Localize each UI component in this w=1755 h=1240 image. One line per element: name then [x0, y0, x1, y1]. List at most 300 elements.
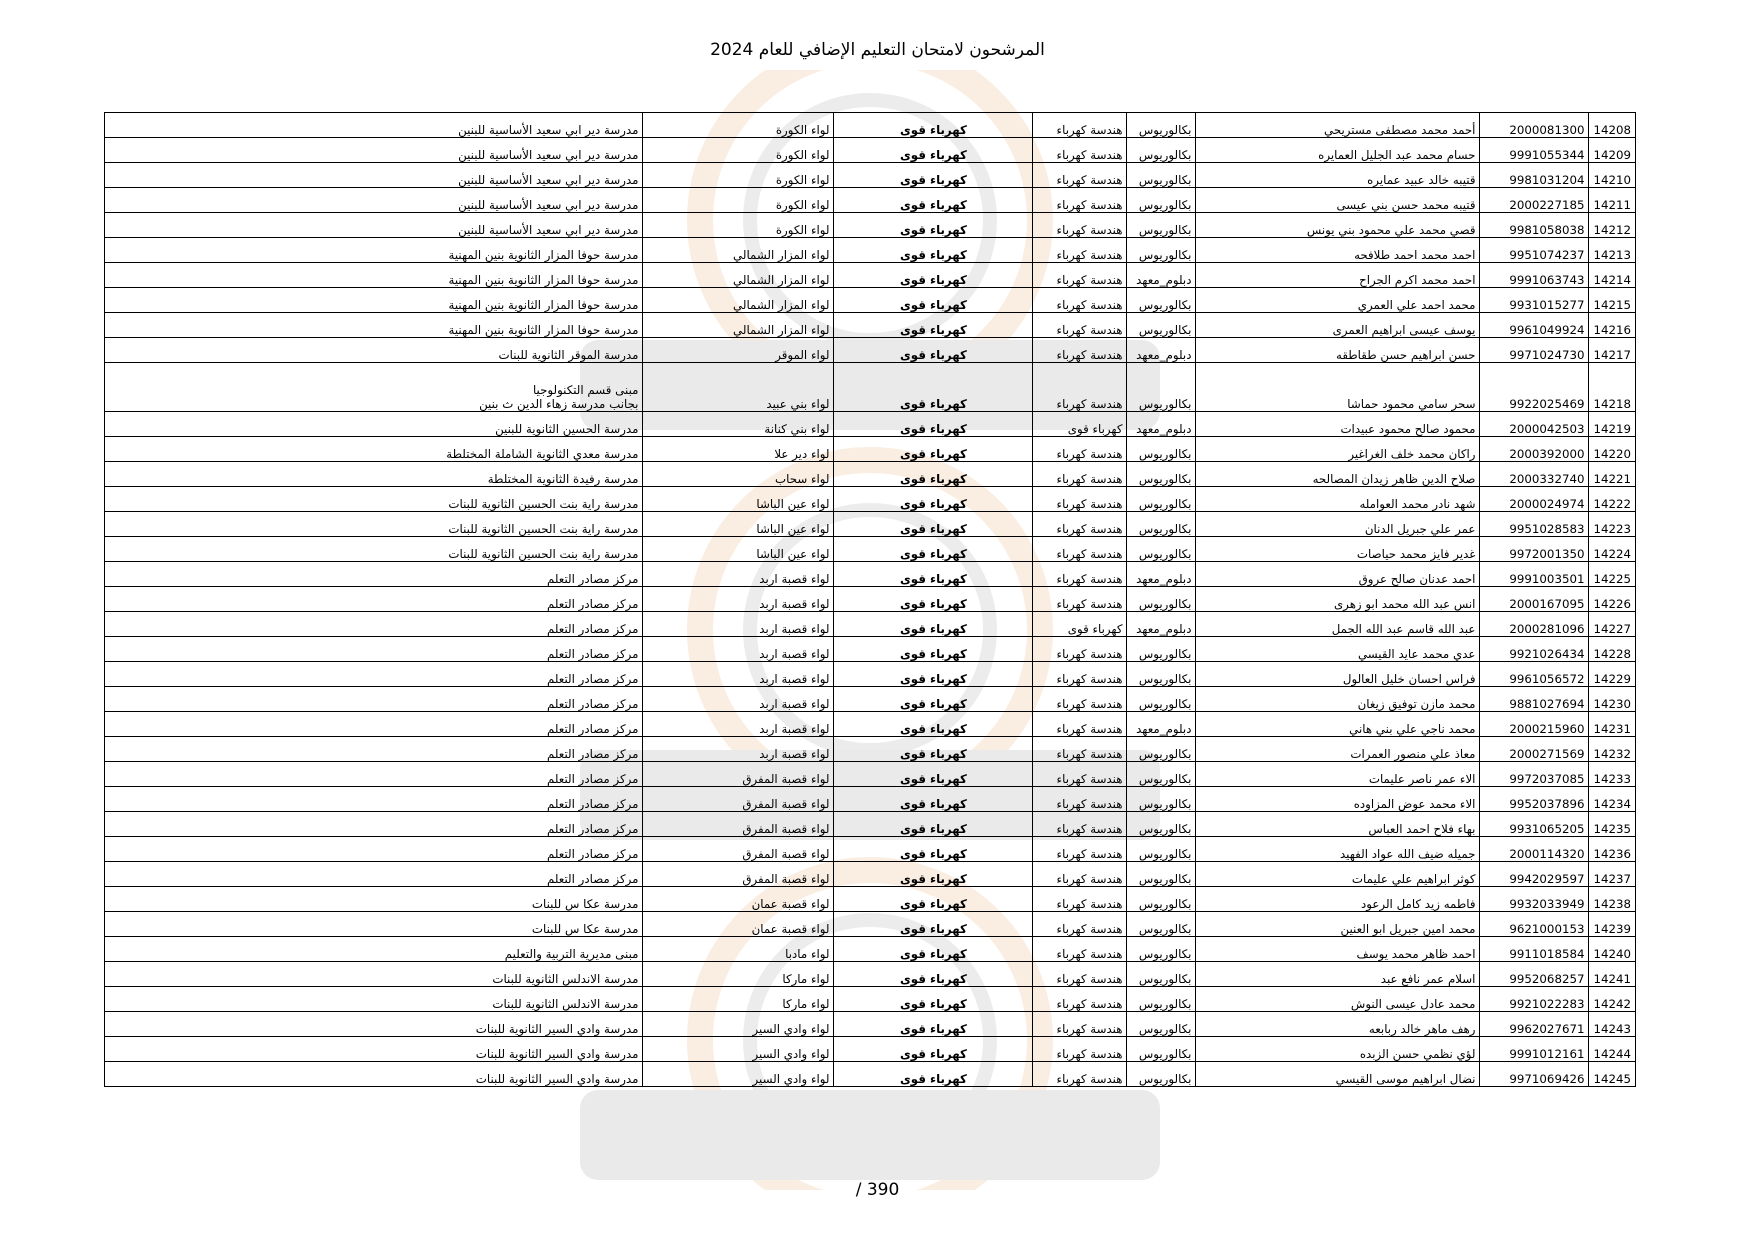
national-id-cell: 9991055344	[1480, 138, 1589, 163]
row-number-cell: 14212	[1589, 213, 1636, 238]
table-row	[105, 662, 1636, 687]
degree-cell: دبلوم_معهد	[1127, 712, 1196, 737]
exam-center-cell	[105, 512, 643, 537]
candidate-name-cell: احمد عدنان صالح عروق	[1196, 562, 1480, 587]
specialty-cell: كهرباء قوى	[834, 812, 1033, 837]
exam-center-cell	[105, 238, 643, 263]
major-cell: هندسة كهرباء	[1033, 862, 1127, 887]
major-cell: هندسة كهرباء	[1033, 712, 1127, 737]
national-id-cell: 2000215960	[1480, 712, 1589, 737]
national-id-cell: 2000081300	[1480, 113, 1589, 138]
degree-cell: بكالوريوس	[1127, 487, 1196, 512]
row-number-cell: 14217	[1589, 338, 1636, 363]
major-cell: هندسة كهرباء	[1033, 737, 1127, 762]
candidate-name-cell: سحر سامي محمود حماشا	[1196, 363, 1480, 412]
district-cell: لواء وادي السير	[643, 1012, 834, 1037]
exam-center-line: مدرسة الاندلس الثانوية للبنات	[492, 972, 639, 986]
national-id-cell: 9881027694	[1480, 687, 1589, 712]
candidate-name-cell: محمد مازن توفيق زيغان	[1196, 687, 1480, 712]
exam-center-cell	[105, 587, 643, 612]
page-title: المرشحون لامتحان التعليم الإضافي للعام 2024	[710, 40, 1045, 60]
major-cell: هندسة كهرباء	[1033, 487, 1127, 512]
row-number-cell: 14228	[1589, 637, 1636, 662]
row-number-cell: 14214	[1589, 263, 1636, 288]
exam-center-line: مدرسة الاندلس الثانوية للبنات	[492, 997, 639, 1011]
degree-cell: دبلوم_معهد	[1127, 612, 1196, 637]
exam-center-cell	[105, 263, 643, 288]
exam-center-line: مدرسة الحسين الثانوية للبنين	[495, 422, 639, 436]
degree-cell: بكالوريوس	[1127, 512, 1196, 537]
table-row	[105, 288, 1636, 313]
specialty-cell: كهرباء قوى	[834, 587, 1033, 612]
exam-center-cell	[105, 937, 643, 962]
national-id-cell: 9972001350	[1480, 537, 1589, 562]
exam-center-line: مدرسة دير ابي سعيد الأساسية للبنين	[458, 198, 639, 212]
candidate-name-cell: جميله ضيف الله عواد الفهيد	[1196, 837, 1480, 862]
district-cell: لواء قصبة اربد	[643, 662, 834, 687]
major-cell: هندسة كهرباء	[1033, 163, 1127, 188]
row-number-cell: 14223	[1589, 512, 1636, 537]
table-row	[105, 462, 1636, 487]
candidate-name-cell: الاء عمر ناصر عليمات	[1196, 762, 1480, 787]
district-cell: لواء الكورة	[643, 213, 834, 238]
national-id-cell: 9952037896	[1480, 787, 1589, 812]
national-id-cell: 9991063743	[1480, 263, 1589, 288]
exam-center-cell	[105, 188, 643, 213]
table-row	[105, 762, 1636, 787]
exam-center-cell	[105, 912, 643, 937]
major-cell: هندسة كهرباء	[1033, 188, 1127, 213]
row-number-cell: 14234	[1589, 787, 1636, 812]
table-row	[105, 313, 1636, 338]
exam-center-line: مدرسة عكا س للبنات	[531, 922, 639, 936]
national-id-cell: 2000271569	[1480, 737, 1589, 762]
candidate-name-cell: انس عبد الله محمد ابو زهرى	[1196, 587, 1480, 612]
degree-cell: بكالوريوس	[1127, 1062, 1196, 1087]
national-id-cell: 9922025469	[1480, 363, 1589, 412]
table-row	[105, 612, 1636, 637]
table-row	[105, 213, 1636, 238]
degree-cell: بكالوريوس	[1127, 1037, 1196, 1062]
specialty-cell: كهرباء قوى	[834, 887, 1033, 912]
degree-cell: بكالوريوس	[1127, 812, 1196, 837]
candidate-name-cell: قصي محمد علي محمود بني يونس	[1196, 213, 1480, 238]
district-cell: لواء قصبة عمان	[643, 912, 834, 937]
specialty-cell: كهرباء قوى	[834, 787, 1033, 812]
exam-center-line: مدرسة دير ابي سعيد الأساسية للبنين	[458, 148, 639, 162]
row-number-cell: 14235	[1589, 812, 1636, 837]
national-id-cell: 2000227185	[1480, 188, 1589, 213]
district-cell: لواء الموقر	[643, 338, 834, 363]
exam-center-cell	[105, 712, 643, 737]
exam-center-line: مركز مصادر التعلم	[547, 772, 639, 786]
row-number-cell: 14209	[1589, 138, 1636, 163]
degree-cell: بكالوريوس	[1127, 637, 1196, 662]
specialty-cell: كهرباء قوى	[834, 313, 1033, 338]
candidate-name-cell: حسام محمد عبد الجليل العمايره	[1196, 138, 1480, 163]
major-cell: هندسة كهرباء	[1033, 263, 1127, 288]
specialty-cell: كهرباء قوى	[834, 562, 1033, 587]
national-id-cell: 9961049924	[1480, 313, 1589, 338]
district-cell: لواء الكورة	[643, 138, 834, 163]
table-row	[105, 338, 1636, 363]
table-row	[105, 163, 1636, 188]
specialty-cell: كهرباء قوى	[834, 188, 1033, 213]
table-row	[105, 512, 1636, 537]
district-cell: لواء قصبة اربد	[643, 737, 834, 762]
national-id-cell: 9981031204	[1480, 163, 1589, 188]
specialty-cell: كهرباء قوى	[834, 637, 1033, 662]
candidate-name-cell: بهاء فلاح احمد العباس	[1196, 812, 1480, 837]
candidate-name-cell: عدي محمد عايد القيسي	[1196, 637, 1480, 662]
major-cell: هندسة كهرباء	[1033, 338, 1127, 363]
specialty-cell: كهرباء قوى	[834, 537, 1033, 562]
row-number-cell: 14218	[1589, 363, 1636, 412]
district-cell: لواء عين الباشا	[643, 537, 834, 562]
district-cell: لواء الكورة	[643, 188, 834, 213]
major-cell: هندسة كهرباء	[1033, 812, 1127, 837]
row-number-cell: 14219	[1589, 412, 1636, 437]
row-number-cell: 14216	[1589, 313, 1636, 338]
major-cell: هندسة كهرباء	[1033, 987, 1127, 1012]
major-cell: هندسة كهرباء	[1033, 837, 1127, 862]
row-number-cell: 14233	[1589, 762, 1636, 787]
major-cell: هندسة كهرباء	[1033, 512, 1127, 537]
exam-center-cell	[105, 138, 643, 163]
exam-center-line: مدرسة راية بنت الحسين الثانوية للبنات	[448, 522, 639, 536]
national-id-cell: 9991012161	[1480, 1037, 1589, 1062]
specialty-cell: كهرباء قوى	[834, 437, 1033, 462]
degree-cell: بكالوريوس	[1127, 787, 1196, 812]
candidate-name-cell: احمد محمد اكرم الجراح	[1196, 263, 1480, 288]
exam-center-cell	[105, 437, 643, 462]
specialty-cell: كهرباء قوى	[834, 138, 1033, 163]
major-cell: هندسة كهرباء	[1033, 762, 1127, 787]
exam-center-cell	[105, 562, 643, 587]
exam-center-cell	[105, 462, 643, 487]
row-number-cell: 14222	[1589, 487, 1636, 512]
degree-cell: بكالوريوس	[1127, 113, 1196, 138]
national-id-cell: 9621000153	[1480, 912, 1589, 937]
candidate-name-cell: احمد ظاهر محمد يوسف	[1196, 937, 1480, 962]
exam-center-cell	[105, 363, 643, 412]
exam-center-cell	[105, 313, 643, 338]
major-cell: هندسة كهرباء	[1033, 637, 1127, 662]
district-cell: لواء قصبة المفرق	[643, 837, 834, 862]
exam-center-line: مبنى قسم التكنولوجيا	[532, 383, 639, 397]
district-cell: لواء بني كنانة	[643, 412, 834, 437]
candidate-name-cell: معاذ علي منصور العمرات	[1196, 737, 1480, 762]
specialty-cell: كهرباء قوى	[834, 113, 1033, 138]
candidate-name-cell: راكان محمد خلف الغراغير	[1196, 437, 1480, 462]
national-id-cell: 9931015277	[1480, 288, 1589, 313]
major-cell: هندسة كهرباء	[1033, 437, 1127, 462]
district-cell: لواء ماركا	[643, 987, 834, 1012]
exam-center-line: مدرسة الموقر الثانوية للبنات	[498, 348, 639, 362]
degree-cell: بكالوريوس	[1127, 213, 1196, 238]
degree-cell: بكالوريوس	[1127, 587, 1196, 612]
major-cell: هندسة كهرباء	[1033, 562, 1127, 587]
candidate-name-cell: محمد امين جبريل ابو العنين	[1196, 912, 1480, 937]
candidate-name-cell: غدير فايز محمد حياصات	[1196, 537, 1480, 562]
exam-center-line: مدرسة وادي السير الثانوية للبنات	[475, 1022, 639, 1036]
degree-cell: بكالوريوس	[1127, 737, 1196, 762]
specialty-cell: كهرباء قوى	[834, 1012, 1033, 1037]
exam-center-line: مبنى مديرية التربية والتعليم	[504, 947, 639, 961]
specialty-cell: كهرباء قوى	[834, 213, 1033, 238]
table-body	[105, 113, 1636, 1087]
candidate-name-cell: فراس احسان خليل العالول	[1196, 662, 1480, 687]
degree-cell: بكالوريوس	[1127, 1012, 1196, 1037]
degree-cell: دبلوم_معهد	[1127, 263, 1196, 288]
specialty-cell: كهرباء قوى	[834, 937, 1033, 962]
district-cell: لواء قصبة المفرق	[643, 812, 834, 837]
major-cell: هندسة كهرباء	[1033, 912, 1127, 937]
degree-cell: بكالوريوس	[1127, 987, 1196, 1012]
district-cell: لواء مادبا	[643, 937, 834, 962]
district-cell: لواء الكورة	[643, 163, 834, 188]
district-cell: لواء دير علا	[643, 437, 834, 462]
table-row	[105, 263, 1636, 288]
degree-cell: بكالوريوس	[1127, 462, 1196, 487]
major-cell: هندسة كهرباء	[1033, 887, 1127, 912]
major-cell: هندسة كهرباء	[1033, 138, 1127, 163]
exam-center-cell	[105, 487, 643, 512]
major-cell: هندسة كهرباء	[1033, 937, 1127, 962]
row-number-cell: 14241	[1589, 962, 1636, 987]
major-cell: هندسة كهرباء	[1033, 113, 1127, 138]
exam-center-cell	[105, 1012, 643, 1037]
district-cell: لواء المزار الشمالي	[643, 313, 834, 338]
specialty-cell: كهرباء قوى	[834, 338, 1033, 363]
row-number-cell: 14242	[1589, 987, 1636, 1012]
exam-center-cell	[105, 412, 643, 437]
degree-cell: بكالوريوس	[1127, 288, 1196, 313]
page-number: 390 /	[855, 1180, 900, 1200]
exam-center-line: مدرسة دير ابي سعيد الأساسية للبنين	[458, 173, 639, 187]
exam-center-cell	[105, 288, 643, 313]
exam-center-line: مركز مصادر التعلم	[547, 597, 639, 611]
row-number-cell: 14221	[1589, 462, 1636, 487]
row-number-cell: 14208	[1589, 113, 1636, 138]
degree-cell: بكالوريوس	[1127, 138, 1196, 163]
table-row	[105, 1062, 1636, 1087]
candidate-name-cell: محمود صالح محمود عبيدات	[1196, 412, 1480, 437]
exam-center-cell	[105, 987, 643, 1012]
district-cell: لواء قصبة المفرق	[643, 787, 834, 812]
candidate-name-cell: محمد ناجي علي بني هاني	[1196, 712, 1480, 737]
candidate-name-cell: اسلام عمر نافع عبد	[1196, 962, 1480, 987]
district-cell: لواء قصبة المفرق	[643, 762, 834, 787]
degree-cell: بكالوريوس	[1127, 662, 1196, 687]
specialty-cell: كهرباء قوى	[834, 612, 1033, 637]
degree-cell: بكالوريوس	[1127, 437, 1196, 462]
district-cell: لواء قصبة اربد	[643, 712, 834, 737]
exam-center-line: مركز مصادر التعلم	[547, 847, 639, 861]
exam-center-line: مركز مصادر التعلم	[547, 647, 639, 661]
specialty-cell: كهرباء قوى	[834, 662, 1033, 687]
degree-cell: بكالوريوس	[1127, 313, 1196, 338]
national-id-cell: 9972037085	[1480, 762, 1589, 787]
exam-center-cell	[105, 1037, 643, 1062]
specialty-cell: كهرباء قوى	[834, 687, 1033, 712]
exam-center-cell	[105, 213, 643, 238]
national-id-cell: 9991003501	[1480, 562, 1589, 587]
national-id-cell: 9971024730	[1480, 338, 1589, 363]
major-cell: هندسة كهرباء	[1033, 662, 1127, 687]
specialty-cell: كهرباء قوى	[834, 288, 1033, 313]
row-number-cell: 14238	[1589, 887, 1636, 912]
table-row	[105, 188, 1636, 213]
exam-center-cell	[105, 962, 643, 987]
district-cell: لواء المزار الشمالي	[643, 288, 834, 313]
candidate-name-cell: رهف ماهر خالد ربابعه	[1196, 1012, 1480, 1037]
row-number-cell: 14236	[1589, 837, 1636, 862]
exam-center-cell	[105, 662, 643, 687]
national-id-cell: 9951074237	[1480, 238, 1589, 263]
major-cell: كهرباء قوى	[1033, 612, 1127, 637]
specialty-cell: كهرباء قوى	[834, 737, 1033, 762]
table-row	[105, 712, 1636, 737]
exam-center-cell	[105, 113, 643, 138]
district-cell: لواء قصبة اربد	[643, 687, 834, 712]
row-number-cell: 14210	[1589, 163, 1636, 188]
exam-center-line: مركز مصادر التعلم	[547, 622, 639, 636]
row-number-cell: 14230	[1589, 687, 1636, 712]
exam-center-line: مدرسة حوفا المزار الثانوية بنين المهنية	[448, 323, 639, 337]
row-number-cell: 14244	[1589, 1037, 1636, 1062]
table-row	[105, 1037, 1636, 1062]
degree-cell: بكالوريوس	[1127, 188, 1196, 213]
degree-cell: دبلوم_معهد	[1127, 412, 1196, 437]
degree-cell: بكالوريوس	[1127, 163, 1196, 188]
exam-center-line: مدرسة دير ابي سعيد الأساسية للبنين	[458, 123, 639, 137]
candidate-name-cell: قتيبه محمد حسن بني عيسى	[1196, 188, 1480, 213]
major-cell: هندسة كهرباء	[1033, 1062, 1127, 1087]
major-cell: هندسة كهرباء	[1033, 363, 1127, 412]
table-row	[105, 987, 1636, 1012]
exam-center-line: مركز مصادر التعلم	[547, 747, 639, 761]
candidate-name-cell: شهد نادر محمد العوامله	[1196, 487, 1480, 512]
candidate-name-cell: يوسف عيسى ابراهيم العمرى	[1196, 313, 1480, 338]
district-cell: لواء سحاب	[643, 462, 834, 487]
exam-center-line: مدرسة راية بنت الحسين الثانوية للبنات	[448, 547, 639, 561]
row-number-cell: 14245	[1589, 1062, 1636, 1087]
specialty-cell: كهرباء قوى	[834, 238, 1033, 263]
row-number-cell: 14231	[1589, 712, 1636, 737]
district-cell: لواء وادي السير	[643, 1062, 834, 1087]
row-number-cell: 14229	[1589, 662, 1636, 687]
specialty-cell: كهرباء قوى	[834, 363, 1033, 412]
table-row	[105, 138, 1636, 163]
specialty-cell: كهرباء قوى	[834, 1037, 1033, 1062]
exam-center-line: مدرسة وادي السير الثانوية للبنات	[475, 1047, 639, 1061]
row-number-cell: 14220	[1589, 437, 1636, 462]
candidate-name-cell: محمد احمد علي العمري	[1196, 288, 1480, 313]
exam-center-cell	[105, 687, 643, 712]
major-cell: هندسة كهرباء	[1033, 462, 1127, 487]
national-id-cell: 2000392000	[1480, 437, 1589, 462]
row-number-cell: 14213	[1589, 238, 1636, 263]
exam-center-cell	[105, 637, 643, 662]
table-row	[105, 363, 1636, 412]
exam-center-line: مدرسة عكا س للبنات	[531, 897, 639, 911]
degree-cell: بكالوريوس	[1127, 937, 1196, 962]
row-number-cell: 14224	[1589, 537, 1636, 562]
district-cell: لواء الكورة	[643, 113, 834, 138]
row-number-cell: 14240	[1589, 937, 1636, 962]
candidates-table	[104, 112, 1636, 1087]
exam-center-line: مدرسة حوفا المزار الثانوية بنين المهنية	[448, 273, 639, 287]
table-row	[105, 562, 1636, 587]
table-row	[105, 787, 1636, 812]
exam-center-line: مدرسة حوفا المزار الثانوية بنين المهنية	[448, 298, 639, 312]
specialty-cell: كهرباء قوى	[834, 1062, 1033, 1087]
candidate-name-cell: عبد الله قاسم عبد الله الجمل	[1196, 612, 1480, 637]
exam-center-line: مركز مصادر التعلم	[547, 672, 639, 686]
exam-center-cell	[105, 762, 643, 787]
major-cell: هندسة كهرباء	[1033, 1012, 1127, 1037]
degree-cell: دبلوم_معهد	[1127, 562, 1196, 587]
row-number-cell: 14243	[1589, 1012, 1636, 1037]
specialty-cell: كهرباء قوى	[834, 862, 1033, 887]
national-id-cell: 9951028583	[1480, 512, 1589, 537]
table-row	[105, 862, 1636, 887]
table-row	[105, 412, 1636, 437]
national-id-cell: 9981058038	[1480, 213, 1589, 238]
table-row	[105, 637, 1636, 662]
exam-center-line: مركز مصادر التعلم	[547, 797, 639, 811]
national-id-cell: 2000281096	[1480, 612, 1589, 637]
exam-center-cell	[105, 338, 643, 363]
exam-center-line: مركز مصادر التعلم	[547, 822, 639, 836]
exam-center-cell	[105, 787, 643, 812]
table-row	[105, 587, 1636, 612]
specialty-cell: كهرباء قوى	[834, 412, 1033, 437]
district-cell: لواء المزار الشمالي	[643, 263, 834, 288]
table-row	[105, 912, 1636, 937]
national-id-cell: 9911018584	[1480, 937, 1589, 962]
exam-center-line: بجانب مدرسة زهاء الدين ث بنين	[479, 397, 639, 411]
exam-center-cell	[105, 612, 643, 637]
national-id-cell: 9971069426	[1480, 1062, 1589, 1087]
specialty-cell: كهرباء قوى	[834, 837, 1033, 862]
table-row	[105, 687, 1636, 712]
exam-center-cell	[105, 862, 643, 887]
candidate-name-cell: قتيبه خالد عبيد عمايره	[1196, 163, 1480, 188]
exam-center-cell	[105, 537, 643, 562]
specialty-cell: كهرباء قوى	[834, 462, 1033, 487]
row-number-cell: 14239	[1589, 912, 1636, 937]
exam-center-line: مدرسة دير ابي سعيد الأساسية للبنين	[458, 223, 639, 237]
specialty-cell: كهرباء قوى	[834, 912, 1033, 937]
major-cell: هندسة كهرباء	[1033, 587, 1127, 612]
specialty-cell: كهرباء قوى	[834, 987, 1033, 1012]
candidate-name-cell: كوثر ابراهيم علي عليمات	[1196, 862, 1480, 887]
degree-cell: بكالوريوس	[1127, 837, 1196, 862]
exam-center-line: مركز مصادر التعلم	[547, 697, 639, 711]
row-number-cell: 14211	[1589, 188, 1636, 213]
table-row	[105, 812, 1636, 837]
specialty-cell: كهرباء قوى	[834, 512, 1033, 537]
major-cell: هندسة كهرباء	[1033, 288, 1127, 313]
exam-center-line: مدرسة رفيدة الثانوية المختلطة	[487, 472, 639, 486]
table-row	[105, 837, 1636, 862]
degree-cell: بكالوريوس	[1127, 887, 1196, 912]
row-number-cell: 14237	[1589, 862, 1636, 887]
specialty-cell: كهرباء قوى	[834, 712, 1033, 737]
degree-cell: بكالوريوس	[1127, 687, 1196, 712]
